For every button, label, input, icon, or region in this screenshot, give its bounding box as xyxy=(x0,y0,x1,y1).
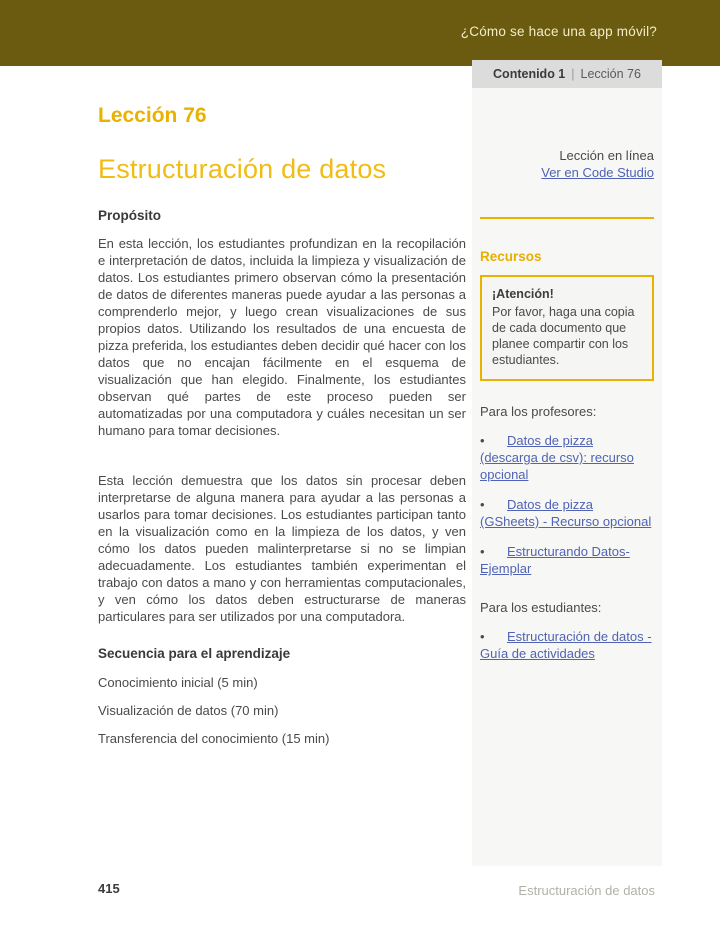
breadcrumb xyxy=(472,60,662,88)
bullet-icon: • xyxy=(480,433,485,448)
purpose-heading: Propósito xyxy=(98,208,161,223)
online-lesson-label: Lección en línea xyxy=(559,148,654,163)
breadcrumb-lesson: Lección 76 xyxy=(580,67,641,81)
students-heading: Para los estudiantes: xyxy=(480,600,602,615)
purpose-paragraph: En esta lección, los estudiantes profundizan en la recopilación e interpretación de datos, incluida la limpieza y visualización de datos. Los estudiantes primero observan cómo la presentación de datos de diferentes maneras puede ayudar a las personas a comprenderlo mejor, y luego crean visualizaciones de sus propios datos. Utilizando los resultados de una encuesta de pizza preferida, los estudiantes deben decidir qué hacer con los datos que no encajan fácilmente en el esquema de visualización que han elegido. Finalmente, los estudiantes observan qué partes de este proceso pueden ser automatizadas por una computadora y cuáles necesitan un ser humano para tomar decisiones. xyxy=(98,236,466,438)
sidebar xyxy=(472,88,662,866)
list-item xyxy=(480,432,654,483)
agenda-list xyxy=(98,674,466,747)
code-studio-link-row xyxy=(480,164,654,181)
attention-title: ¡Atención! xyxy=(492,287,554,301)
main-content xyxy=(98,66,466,758)
lesson-title-heading: Estructuración de datos xyxy=(98,154,387,184)
attention-box xyxy=(480,275,654,381)
student-resource-link[interactable]: Estructuración de datos - Guía de actividades xyxy=(480,629,652,661)
attention-body: Por favor, haga una copia de cada documento que planee compartir con los estudiantes. xyxy=(492,305,635,367)
agenda-item: Transferencia del conocimiento (15 min) xyxy=(98,731,330,746)
teacher-resource-link[interactable]: Estructurando Datos- Ejemplar xyxy=(480,544,630,576)
teacher-resource-link[interactable]: Datos de pizza (descarga de csv): recurso opcional xyxy=(480,433,634,482)
teachers-heading: Para los profesores: xyxy=(480,404,597,419)
bullet-icon: • xyxy=(480,544,485,559)
breadcrumb-separator: | xyxy=(571,67,575,81)
list-item xyxy=(480,628,654,662)
list-item xyxy=(480,543,654,577)
sidebar-divider xyxy=(480,217,654,219)
resources-heading: Recursos xyxy=(480,249,542,264)
list-item xyxy=(480,496,654,530)
footer-lesson-title: Estructuración de datos xyxy=(518,883,655,898)
breadcrumb-unit: Contenido 1 xyxy=(493,67,566,81)
code-studio-link[interactable]: Ver en Code Studio xyxy=(541,165,654,180)
unit-title: ¿Cómo se hace una app móvil? xyxy=(460,24,657,39)
bullet-icon: • xyxy=(480,497,485,512)
teacher-resource-link[interactable]: Datos de pizza (GSheets) - Recurso opcional xyxy=(480,497,652,529)
unit-header-bar xyxy=(0,0,720,66)
agenda-item: Conocimiento inicial (5 min) xyxy=(98,675,258,690)
agenda-heading: Secuencia para el aprendizaje xyxy=(98,646,291,661)
page-number: 415 xyxy=(98,881,120,896)
bullet-icon: • xyxy=(480,629,485,644)
lesson-number-heading: Lección 76 xyxy=(98,104,207,127)
agenda-item: Visualización de datos (70 min) xyxy=(98,703,279,718)
purpose-paragraph: Esta lección demuestra que los datos sin procesar deben interpretarse de alguna manera para ayudar a las personas a usarlos para tomar decisiones. Los estudiantes participan tanto en la visualización como en la limpieza de los datos, y ven cómo los datos pueden malinterpretarse si no se limpian adecuadamente. Los estudiantes también experimentan el trabajo con datos a mano y con herramientas computacionales, y ven cómo los datos deben estructurarse de maneras particulares para ser utilizados por una computadora. xyxy=(98,473,466,624)
